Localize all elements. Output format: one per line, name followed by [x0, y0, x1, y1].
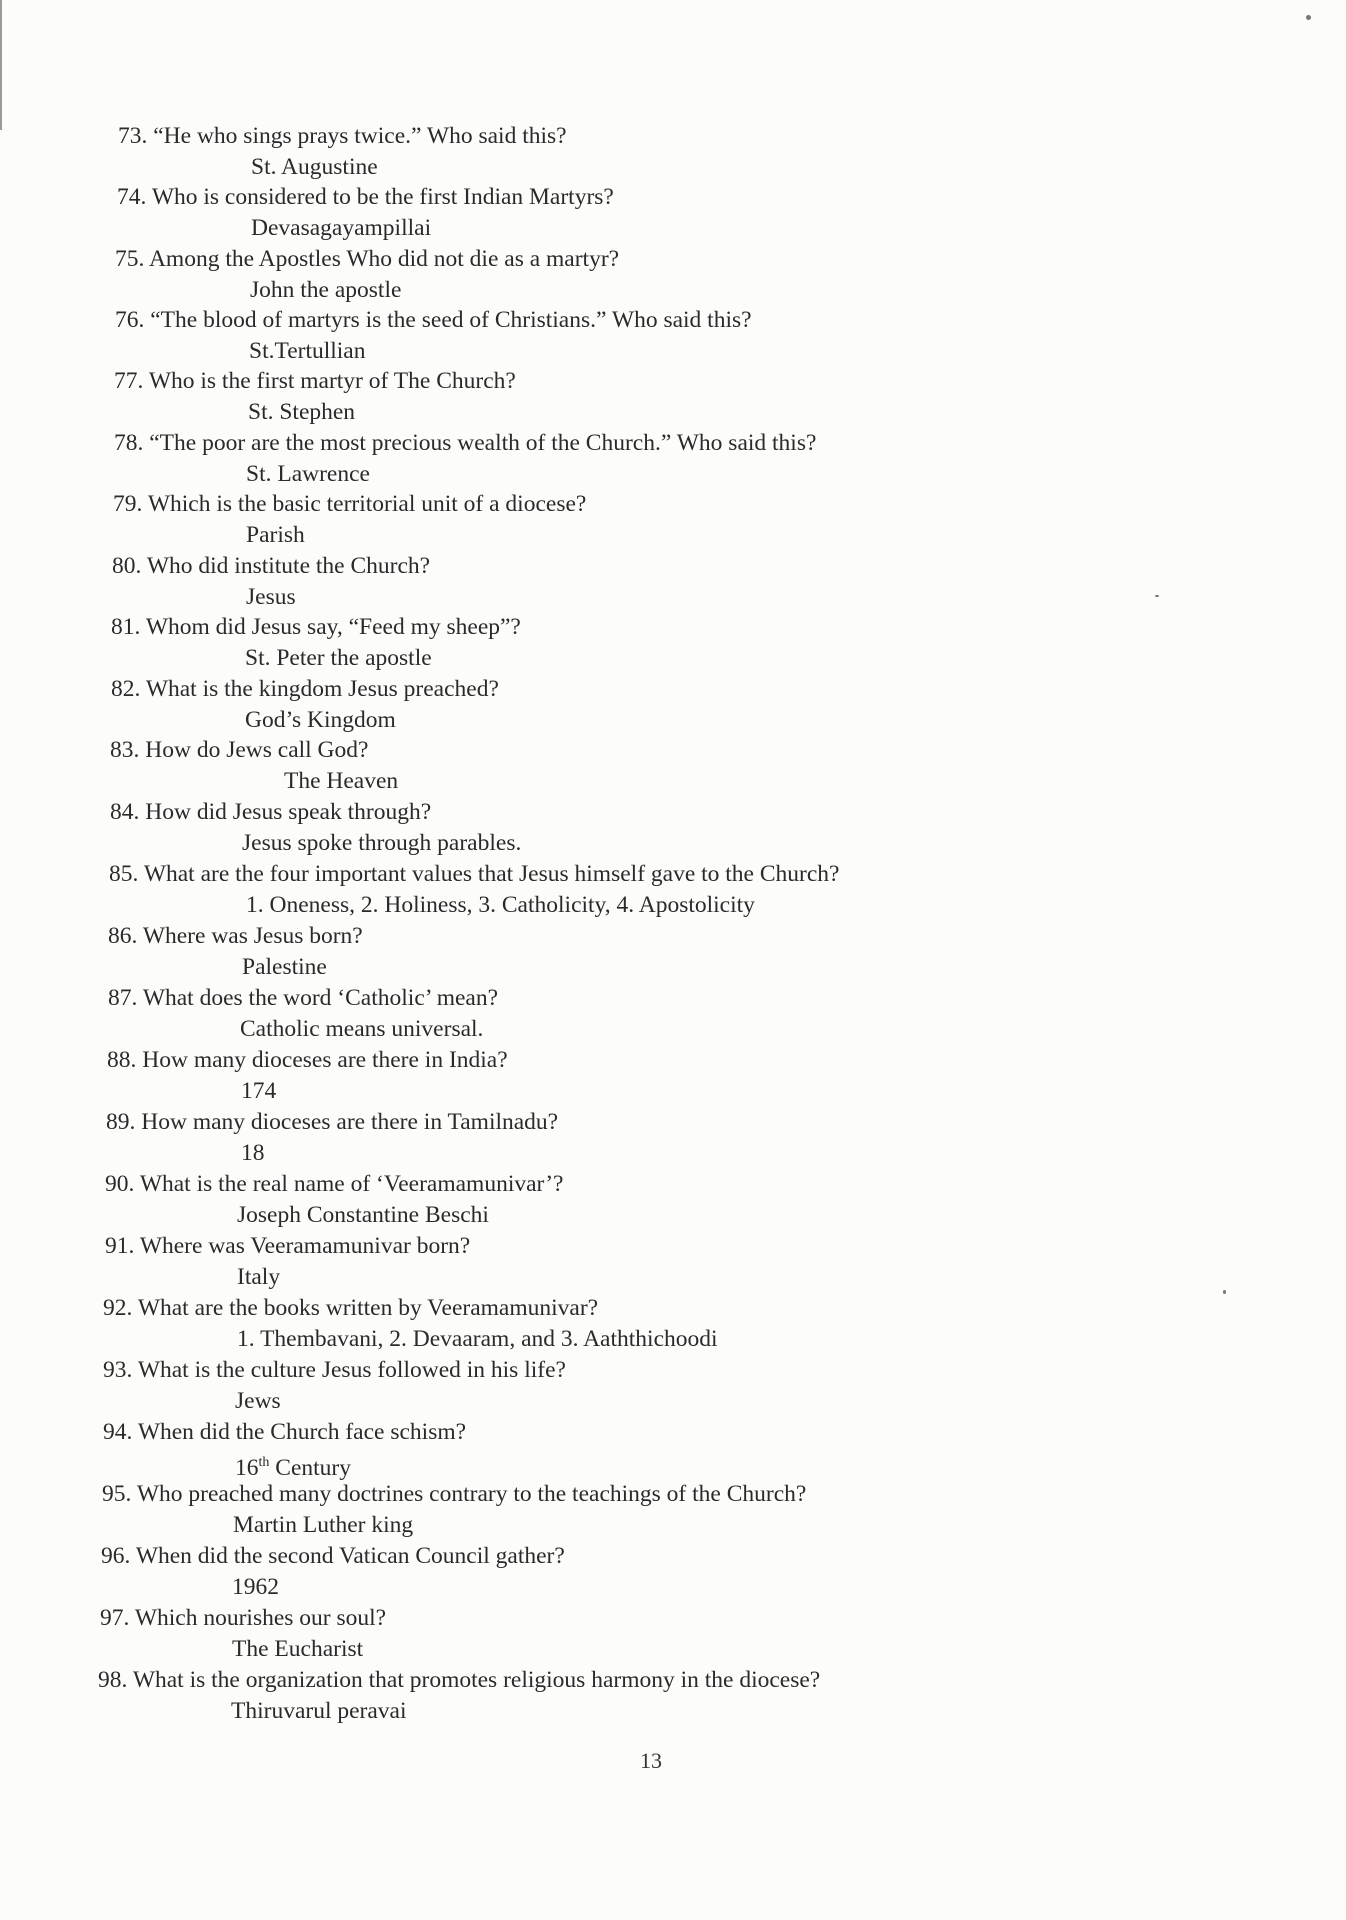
question-text: What is the kingdom Jesus preached?	[140, 676, 499, 702]
question-line	[117, 183, 614, 211]
question-text: Which is the basic territorial unit of a diocese?	[142, 491, 587, 517]
qa-item	[0, 1294, 1346, 1356]
answer-text: Joseph Constantine Beschi	[237, 1202, 489, 1228]
scan-speck	[1223, 1290, 1226, 1294]
question-line	[114, 367, 516, 395]
question-number: 91.	[105, 1233, 135, 1259]
question-text: Whom did Jesus say, “Feed my sheep”?	[140, 614, 521, 640]
qa-item	[0, 922, 1346, 984]
qa-item	[0, 552, 1346, 614]
question-text: When did the second Vatican Council gather?	[130, 1543, 565, 1569]
answer-text: Palestine	[242, 954, 327, 980]
qa-item	[0, 245, 1346, 307]
scan-speck	[1306, 15, 1311, 20]
answer-text: 1. Thembavani, 2. Devaaram, and 3. Aaththichoodi	[237, 1326, 718, 1352]
qa-item	[0, 490, 1346, 552]
question-number: 96.	[101, 1543, 131, 1569]
answer-text: St. Peter the apostle	[245, 645, 432, 671]
answer-text: The Eucharist	[232, 1636, 364, 1662]
qa-item	[0, 675, 1346, 737]
question-text: How do Jews call God?	[139, 737, 369, 763]
question-line	[105, 1232, 470, 1260]
answer-text: 174	[241, 1078, 277, 1104]
question-number: 74.	[117, 184, 147, 210]
qa-item	[0, 1232, 1346, 1294]
question-line	[112, 552, 430, 580]
question-number: 87.	[108, 985, 138, 1011]
qa-item	[0, 984, 1346, 1046]
question-line	[103, 1356, 566, 1384]
question-number: 89.	[106, 1109, 136, 1135]
question-line	[103, 1294, 598, 1322]
question-number: 84.	[110, 799, 140, 825]
question-line	[102, 1480, 806, 1508]
answer-text: 1962	[232, 1574, 279, 1600]
qa-item	[0, 1356, 1346, 1418]
question-number: 80.	[112, 553, 142, 579]
answer-text: Parish	[246, 522, 305, 548]
qa-item	[0, 1666, 1346, 1728]
qa-item	[0, 736, 1346, 798]
answer-superscript: th	[258, 1455, 270, 1470]
question-number: 86.	[108, 923, 138, 949]
question-line	[108, 922, 363, 950]
answer-text: Martin Luther king	[233, 1512, 414, 1538]
question-number: 77.	[114, 368, 144, 394]
question-text: How many dioceses are there in India?	[136, 1047, 508, 1073]
answer-text: 16th Century	[235, 1454, 351, 1481]
question-text: “The poor are the most precious wealth of the Church.” Who said this?	[143, 430, 817, 456]
question-text: How did Jesus speak through?	[139, 799, 432, 825]
question-number: 88.	[107, 1047, 137, 1073]
qa-item	[0, 1046, 1346, 1108]
question-line	[110, 798, 431, 826]
question-number: 95.	[102, 1481, 132, 1507]
question-line	[107, 1046, 508, 1074]
question-line	[103, 1418, 466, 1446]
question-line	[113, 490, 586, 518]
answer-text: John the apostle	[250, 277, 402, 303]
question-line	[98, 1666, 820, 1694]
question-text: Among the Apostles Who did not die as a martyr?	[144, 246, 620, 272]
question-text: What are the books written by Veeramamunivar?	[132, 1295, 599, 1321]
question-line	[108, 984, 498, 1012]
qa-item	[0, 367, 1346, 429]
answer-text: St.Tertullian	[249, 338, 366, 364]
answer-text: Jews	[235, 1388, 281, 1414]
question-number: 94.	[103, 1419, 133, 1445]
answer-text: Catholic means universal.	[240, 1016, 484, 1042]
qa-item	[0, 1542, 1346, 1604]
scan-speck	[1155, 595, 1159, 597]
question-number: 92.	[103, 1295, 133, 1321]
question-text: Where was Veeramamunivar born?	[134, 1233, 471, 1259]
question-line	[115, 245, 619, 273]
page-number: 13	[640, 1748, 662, 1773]
question-number: 78.	[114, 430, 144, 456]
question-number: 97.	[100, 1605, 130, 1631]
answer-text: Jesus	[246, 584, 296, 610]
question-line	[100, 1604, 386, 1632]
question-number: 85.	[109, 861, 139, 887]
question-text: Which nourishes our soul?	[129, 1605, 387, 1631]
qa-item	[0, 860, 1346, 922]
question-line	[110, 736, 368, 764]
answer-text: 1. Oneness, 2. Holiness, 3. Catholicity, 4. Apostolicity	[246, 892, 755, 918]
qa-item	[0, 613, 1346, 675]
question-line	[115, 306, 752, 334]
qa-item	[0, 1170, 1346, 1232]
qa-item	[0, 183, 1346, 245]
answer-text: God’s Kingdom	[245, 707, 396, 733]
question-number: 73.	[118, 123, 148, 149]
question-line	[109, 860, 839, 888]
question-line	[106, 1108, 558, 1136]
answer-text: St. Lawrence	[246, 461, 370, 487]
question-number: 82.	[111, 676, 141, 702]
question-number: 83.	[110, 737, 140, 763]
answer-text: Jesus spoke through parables.	[242, 830, 522, 856]
answer-text: St. Stephen	[248, 399, 356, 425]
answer-text: Devasagayampillai	[251, 215, 432, 241]
qa-item	[0, 1480, 1346, 1542]
question-text: What are the four important values that Jesus himself gave to the Church?	[138, 861, 840, 887]
question-line	[111, 613, 521, 641]
question-text: “He who sings prays twice.” Who said this?	[147, 123, 567, 149]
answer-text: The Heaven	[284, 768, 399, 794]
qa-item	[0, 429, 1346, 491]
answer-text: St. Augustine	[251, 154, 378, 180]
question-line	[118, 122, 567, 150]
question-text: Who is the first martyr of The Church?	[143, 368, 516, 394]
question-text: What is the culture Jesus followed in his life?	[132, 1357, 566, 1383]
qa-item	[0, 122, 1346, 184]
question-text: Who preached many doctrines contrary to the teachings of the Church?	[131, 1481, 807, 1507]
qa-item	[0, 798, 1346, 860]
question-number: 75.	[115, 246, 145, 272]
question-number: 76.	[115, 307, 145, 333]
question-line	[101, 1542, 565, 1570]
question-text: Who did institute the Church?	[141, 553, 431, 579]
question-number: 90.	[105, 1171, 135, 1197]
question-line	[111, 675, 499, 703]
question-number: 93.	[103, 1357, 133, 1383]
qa-item	[0, 1418, 1346, 1480]
answer-text: 18	[241, 1140, 265, 1166]
question-text: What does the word ‘Catholic’ mean?	[137, 985, 499, 1011]
question-text: “The blood of martyrs is the seed of Christians.” Who said this?	[144, 307, 752, 333]
question-number: 79.	[113, 491, 143, 517]
question-number: 98.	[98, 1667, 128, 1693]
qa-item	[0, 1604, 1346, 1666]
question-line	[105, 1170, 564, 1198]
qa-item	[0, 1108, 1346, 1170]
question-line	[114, 429, 816, 457]
answer-text: Italy	[237, 1264, 281, 1290]
question-text: What is the real name of ‘Veeramamunivar’?	[134, 1171, 564, 1197]
question-text: What is the organization that promotes religious harmony in the diocese?	[127, 1667, 821, 1693]
question-text: Who is considered to be the first Indian Martyrs?	[146, 184, 614, 210]
question-text: How many dioceses are there in Tamilnadu?	[135, 1109, 559, 1135]
question-text: Where was Jesus born?	[137, 923, 363, 949]
qa-item	[0, 306, 1346, 368]
question-number: 81.	[111, 614, 141, 640]
question-text: When did the Church face schism?	[132, 1419, 467, 1445]
answer-text: Thiruvarul peravai	[231, 1698, 407, 1724]
